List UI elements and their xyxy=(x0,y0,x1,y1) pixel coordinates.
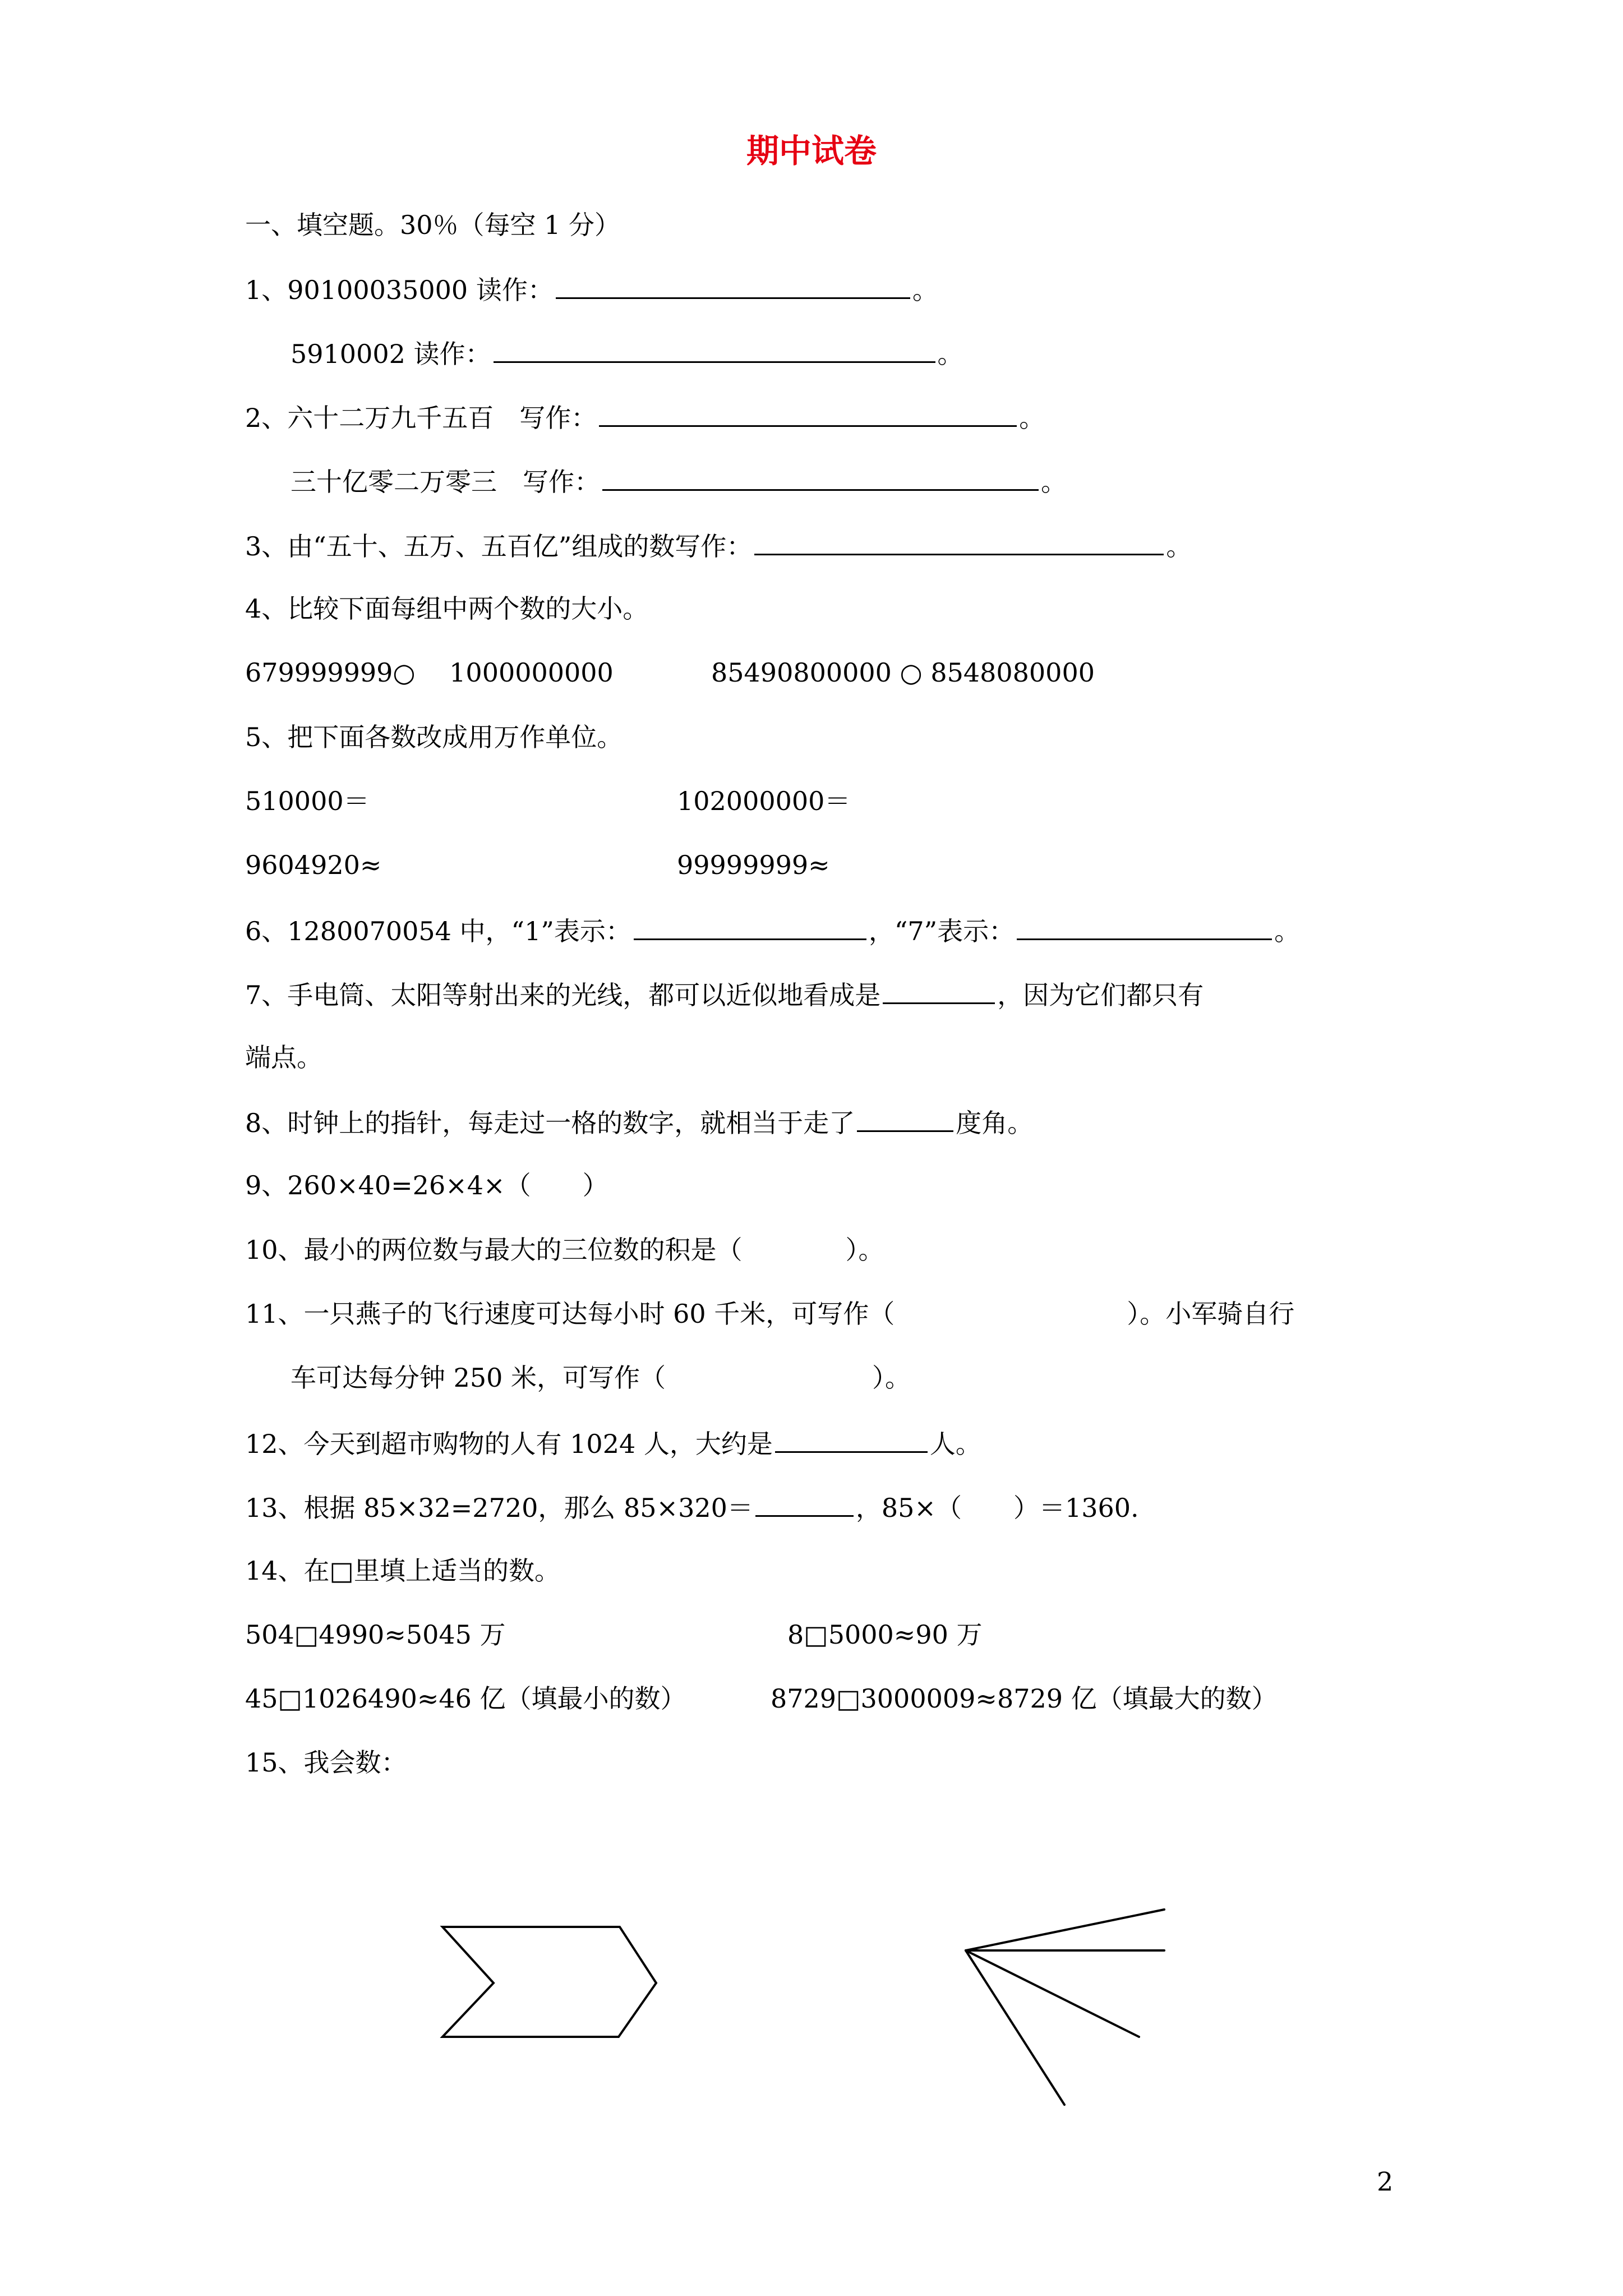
question-14: 14、在□里填上适当的数。 xyxy=(245,1556,560,1586)
fill-item-a: 504□4990≈5045 万 xyxy=(245,1619,506,1650)
question-text: 。 xyxy=(1166,531,1192,562)
convert-item-a: 510000＝ xyxy=(245,786,370,816)
page-title: 期中试卷 xyxy=(746,132,877,170)
question-text: 3、由“五十、五万、五百亿”组成的数写作： xyxy=(245,531,753,562)
question-text: 13、根据 85×32=2720，那么 85×320＝ xyxy=(245,1493,753,1523)
question-10: 10、最小的两位数与最大的三位数的积是（ ）。 xyxy=(245,1235,884,1265)
question-text: 度角。 xyxy=(956,1108,1034,1138)
question-11: 11、一只燕子的飞行速度可达每小时 60 千米，可写作（ ）。小军骑自行 xyxy=(245,1299,1295,1329)
convert-item-b: 102000000＝ xyxy=(677,786,851,816)
question-5: 5、把下面各数改成用万作单位。 xyxy=(245,722,623,752)
question-text: 12、今天到超市购物的人有 1024 人，大约是 xyxy=(245,1429,773,1459)
question-text: 人。 xyxy=(929,1429,981,1459)
question-text: 2、六十二万九千五百 写作： xyxy=(245,403,597,433)
section-heading: 一、填空题。30％（每空 1 分） xyxy=(245,210,621,240)
question-7-continued: 端点。 xyxy=(245,1042,322,1073)
page-number: 2 xyxy=(1377,2166,1394,2197)
question-text: 1、90100035000 读作： xyxy=(245,275,554,305)
question-text: 。 xyxy=(1041,467,1067,497)
fill-item-c: 45□1026490≈46 亿（填最小的数） xyxy=(245,1683,686,1714)
arrow-shape-figure xyxy=(442,1927,656,2037)
compare-item-a: 679999999○ 1000000000 xyxy=(245,657,614,688)
convert-item-c: 9604920≈ xyxy=(245,850,382,880)
question-9: 9、260×40=26×4×（ ） xyxy=(245,1170,608,1200)
question-text: ，“7”表示： xyxy=(868,916,1015,946)
question-text: 5910002 读作： xyxy=(291,339,491,369)
question-15: 15、我会数： xyxy=(245,1747,407,1778)
question-text: 8、时钟上的指针，每走过一格的数字，就相当于走了 xyxy=(245,1108,855,1138)
question-text: 。 xyxy=(912,275,938,305)
fill-item-b: 8□5000≈90 万 xyxy=(787,1619,983,1650)
fill-item-d: 8729□3000009≈8729 亿（填最大的数） xyxy=(771,1683,1278,1714)
angle-rays-figure xyxy=(966,1910,1164,2105)
question-text: 。 xyxy=(1019,403,1045,433)
question-text: 6、1280070054 中，“1”表示： xyxy=(245,916,631,946)
question-4: 4、比较下面每组中两个数的大小。 xyxy=(245,593,649,624)
question-text: 。 xyxy=(1274,916,1301,946)
compare-item-b: 85490800000 ○ 8548080000 xyxy=(711,657,1095,688)
question-text: ，85×（ ）＝1360. xyxy=(855,1493,1139,1523)
convert-item-d: 99999999≈ xyxy=(677,850,830,880)
question-text: ，因为它们都只有 xyxy=(997,980,1204,1010)
question-text: 三十亿零二万零三 写作： xyxy=(291,467,600,497)
question-text: 。 xyxy=(937,339,963,369)
question-11-continued: 车可达每分钟 250 米，可写作（ ）。 xyxy=(291,1363,911,1393)
question-text: 7、手电筒、太阳等射出来的光线，都可以近似地看成是 xyxy=(245,980,881,1010)
